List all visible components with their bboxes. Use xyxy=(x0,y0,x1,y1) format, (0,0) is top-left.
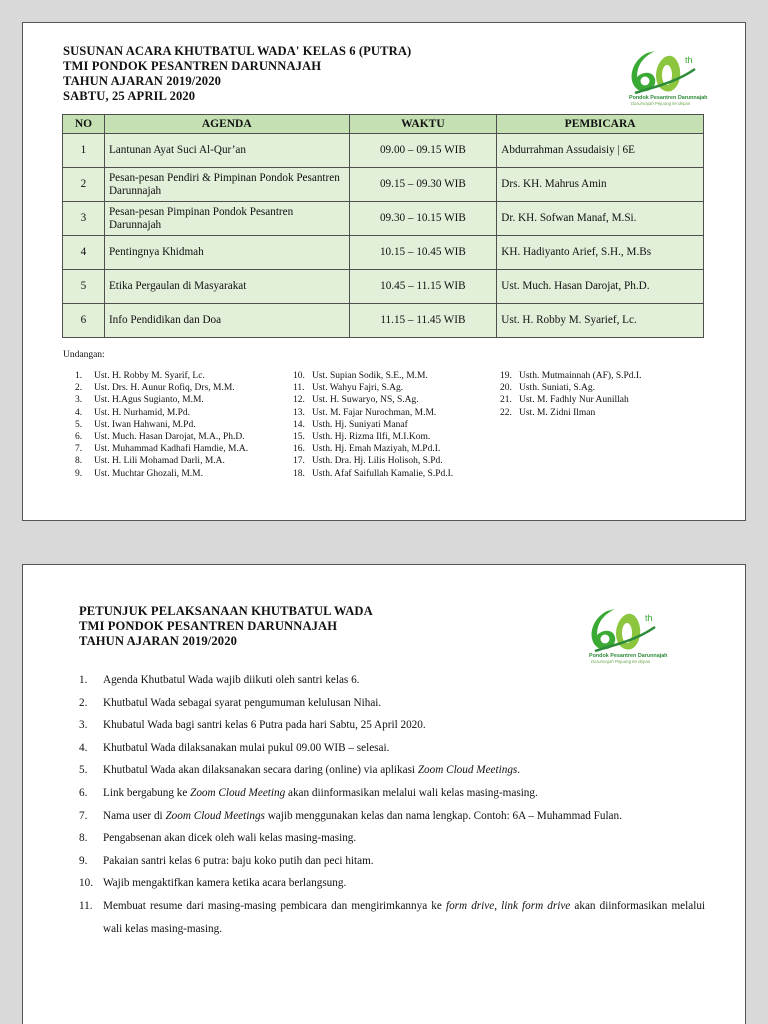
list-item xyxy=(75,407,248,419)
agenda-table xyxy=(62,114,704,338)
list-item-name: Ust. H. Suwaryo, NS, S.Ag. xyxy=(312,395,419,406)
cell-no: 5 xyxy=(63,270,105,304)
text-segment: Pengabsenan akan dicek oleh wali kelas masing-masing. xyxy=(103,832,357,845)
list-item xyxy=(79,782,705,805)
list-item-number: 11. xyxy=(293,383,305,394)
text-segment: . xyxy=(517,764,521,777)
header-waktu: WAKTU xyxy=(349,115,497,134)
cell-no: 4 xyxy=(63,236,105,270)
list-item-text xyxy=(103,714,705,737)
list-item-number: 6. xyxy=(75,432,83,443)
list-item xyxy=(293,394,453,406)
list-item-name: Ust. H. Lili Mohamad Darli, M.A. xyxy=(94,456,225,467)
invitee-list-col2 xyxy=(293,370,453,480)
agenda-title xyxy=(63,44,411,104)
text-segment: Nama user di xyxy=(103,809,166,822)
list-item-number: 9. xyxy=(79,854,88,867)
italic-text: Zoom Cloud Meetings xyxy=(417,764,518,777)
italic-text: Zoom Cloud Meetings xyxy=(165,809,265,822)
list-item-name: Ust. Supian Sodik, S.E., M.M. xyxy=(312,371,428,381)
table-row xyxy=(63,304,704,338)
cell-no: 3 xyxy=(63,202,105,236)
text-segment: Pakaian santri kelas 6 putra: baju koko putih dan peci hitam. xyxy=(103,854,374,867)
text-segment: Link bergabung ke xyxy=(103,786,191,799)
title-line: PETUNJUK PELAKSANAAN KHUTBATUL WADA xyxy=(79,604,373,618)
list-item xyxy=(500,370,641,382)
guidelines-list xyxy=(79,669,705,940)
list-item-number: 16. xyxy=(293,444,305,455)
list-item-text xyxy=(103,872,705,895)
text-segment: wajib menggunakan kelas dan nama lengkap. Contoh: 6A – Muhammad Fulan. xyxy=(264,809,622,822)
list-item xyxy=(79,827,705,850)
title-line: TMI PONDOK PESANTREN DARUNNAJAH xyxy=(79,619,338,633)
text-segment: akan diinformasikan melalui wali kelas masing-masing. xyxy=(103,899,706,935)
list-item-text xyxy=(103,827,705,850)
cell-agenda: Pesan-pesan Pendiri & Pimpinan Pondok Pesantren Darunnajah xyxy=(104,168,349,202)
list-item-name: Usth. Hj. Suniyati Manaf xyxy=(312,419,408,430)
guidelines-title xyxy=(79,604,373,649)
logo-mark-icon xyxy=(625,47,709,95)
guidelines-page xyxy=(22,564,746,1024)
list-item-number: 13. xyxy=(293,407,305,418)
cell-waktu: 09.00 – 09.15 WIB xyxy=(349,134,497,168)
list-item-number: 22. xyxy=(500,407,512,418)
cell-waktu: 10.45 – 11.15 WIB xyxy=(349,270,497,304)
table-row xyxy=(63,202,704,236)
list-item xyxy=(75,468,248,480)
cell-waktu: 09.15 – 09.30 WIB xyxy=(349,168,497,202)
list-item-name: Ust. H.Agus Sugianto, M.M. xyxy=(94,395,204,406)
list-item-text xyxy=(103,805,705,828)
header-pembicara: PEMBICARA xyxy=(497,115,704,134)
logo-caption: Pondok Pesantren Darunnajah xyxy=(629,95,708,101)
cell-no: 6 xyxy=(63,304,105,338)
list-item-number: 10. xyxy=(79,877,93,890)
list-item-text xyxy=(103,895,705,940)
list-item-number: 7. xyxy=(79,809,88,822)
cell-pembicara: Abdurrahman Assudaisiy | 6E xyxy=(497,134,704,168)
text-segment: Agenda Khutbatul Wada wajib diikuti oleh santri kelas 6. xyxy=(103,674,360,686)
list-item-number: 5. xyxy=(79,764,88,777)
list-item xyxy=(500,382,641,394)
header-no: NO xyxy=(63,115,105,134)
darunnajah-60th-logo xyxy=(625,47,725,106)
list-item-number: 4. xyxy=(79,741,88,754)
cell-waktu: 10.15 – 10.45 WIB xyxy=(349,236,497,270)
list-item-number: 20. xyxy=(500,383,512,394)
cell-no: 2 xyxy=(63,168,105,202)
text-segment: Membuat resume dari masing-masing pembicara dan mengirimkannya ke xyxy=(103,899,446,912)
darunnajah-60th-logo xyxy=(585,605,685,664)
undangan-label: Undangan: xyxy=(63,350,105,360)
list-item-name: Ust. Drs. H. Aunur Rofiq, Drs, M.M. xyxy=(94,383,235,394)
list-item-number: 18. xyxy=(293,468,305,479)
list-item xyxy=(75,443,248,455)
list-item xyxy=(75,419,248,431)
title-line: SABTU, 25 APRIL 2020 xyxy=(63,89,196,103)
list-item-name: Ust. M. Zidni Ilman xyxy=(519,407,596,418)
table-row xyxy=(63,168,704,202)
cell-agenda: Pentingnya Khidmah xyxy=(104,236,349,270)
list-item-number: 15. xyxy=(293,432,305,443)
logo-tagline: Darunnajah Pejuang ke depan xyxy=(591,659,651,664)
list-item-number: 21. xyxy=(500,395,512,406)
list-item-number: 11. xyxy=(79,899,93,912)
list-item xyxy=(500,394,641,406)
list-item-name: Ust. H. Robby M. Syarif, Lc. xyxy=(94,371,205,381)
list-item-number: 19. xyxy=(500,371,512,381)
invitee-list-col3 xyxy=(500,370,641,419)
list-item-name: Ust. H. Nurhamid, M.Pd. xyxy=(94,407,191,418)
italic-text: Zoom Cloud Meeting xyxy=(190,786,286,799)
list-item xyxy=(293,419,453,431)
text-segment: Khutbatul Wada akan dilaksanakan secara daring (online) via aplikasi xyxy=(103,764,418,777)
list-item-name: Ust. Muchtar Ghozali, M.M. xyxy=(94,468,203,479)
list-item-name: Usth. Suniati, S.Ag. xyxy=(519,383,596,394)
list-item xyxy=(75,455,248,467)
title-line: TAHUN AJARAN 2019/2020 xyxy=(63,74,221,88)
text-segment: , xyxy=(494,899,502,912)
title-line: TAHUN AJARAN 2019/2020 xyxy=(79,634,237,648)
list-item xyxy=(79,895,705,940)
text-segment: Khutbatul Wada sebagai syarat pengumuman kelulusan Nihai. xyxy=(103,696,382,709)
list-item xyxy=(79,850,705,873)
agenda-page xyxy=(22,22,746,521)
list-item-number: 6. xyxy=(79,786,88,799)
table-header-row xyxy=(63,115,704,134)
logo-superscript: th xyxy=(645,613,653,623)
list-item-name: Usth. Hj. Rizma Ilfi, M.I.Kom. xyxy=(312,432,431,443)
table-row xyxy=(63,270,704,304)
cell-pembicara: Dr. KH. Sofwan Manaf, M.Si. xyxy=(497,202,704,236)
cell-agenda: Etika Pergaulan di Masyarakat xyxy=(104,270,349,304)
list-item-number: 10. xyxy=(293,371,305,381)
list-item xyxy=(79,669,705,692)
list-item xyxy=(75,382,248,394)
title-line: TMI PONDOK PESANTREN DARUNNAJAH xyxy=(63,59,322,73)
list-item-number: 12. xyxy=(293,395,305,406)
italic-text: form drive xyxy=(445,899,495,912)
cell-pembicara: Ust. Much. Hasan Darojat, Ph.D. xyxy=(497,270,704,304)
list-item-number: 1. xyxy=(79,674,88,686)
title-line: SUSUNAN ACARA KHUTBATUL WADA' KELAS 6 (PUTRA) xyxy=(63,44,412,58)
list-item-text xyxy=(103,737,705,760)
list-item-name: Ust. Much. Hasan Darojat, M.A., Ph.D. xyxy=(94,432,245,443)
list-item xyxy=(79,872,705,895)
list-item-name: Usth. Dra. Hj. Lilis Holisoh, S.Pd. xyxy=(312,456,443,467)
list-item xyxy=(75,370,248,382)
table-row xyxy=(63,134,704,168)
text-segment: akan diinformasikan melalui wali kelas masing-masing. xyxy=(285,786,538,799)
text-segment: Khubatul Wada bagi santri kelas 6 Putra pada hari Sabtu, 25 April 2020. xyxy=(103,719,426,732)
cell-pembicara: KH. Hadiyanto Arief, S.H., M.Bs xyxy=(497,236,704,270)
invitee-list-col1 xyxy=(75,370,248,480)
list-item xyxy=(79,737,705,760)
list-item xyxy=(293,370,453,382)
list-item-name: Ust. Wahyu Fajri, S.Ag. xyxy=(312,383,404,394)
list-item xyxy=(293,407,453,419)
table-row xyxy=(63,236,704,270)
list-item xyxy=(293,455,453,467)
cell-waktu: 11.15 – 11.45 WIB xyxy=(349,304,497,338)
list-item-name: Usth. Afaf Saifullah Kamalie, S.Pd.I. xyxy=(312,468,454,479)
logo-tagline: Darunnajah Pejuang ke depan xyxy=(631,101,691,106)
list-item xyxy=(293,468,453,480)
list-item-name: Ust. M. Fadhly Nur Aunillah xyxy=(519,395,629,406)
list-item-number: 7. xyxy=(75,444,83,455)
list-item xyxy=(75,431,248,443)
list-item xyxy=(79,692,705,715)
list-item-number: 8. xyxy=(79,832,88,845)
cell-waktu: 09.30 – 10.15 WIB xyxy=(349,202,497,236)
list-item-name: Usth. Mutmainnah (AF), S.Pd.I. xyxy=(519,371,642,381)
list-item-text xyxy=(103,669,705,692)
list-item-number: 4. xyxy=(75,407,83,418)
cell-pembicara: Ust. H. Robby M. Syarief, Lc. xyxy=(497,304,704,338)
list-item-number: 17. xyxy=(293,456,305,467)
list-item-number: 5. xyxy=(75,419,83,430)
cell-agenda: Lantunan Ayat Suci Al-Qur’an xyxy=(104,134,349,168)
list-item xyxy=(79,805,705,828)
list-item-number: 2. xyxy=(79,696,88,709)
list-item-name: Usth. Hj. Emah Maziyah, M.Pd.I. xyxy=(312,444,441,455)
cell-agenda: Info Pendidikan dan Doa xyxy=(104,304,349,338)
logo-caption: Pondok Pesantren Darunnajah xyxy=(589,653,668,659)
list-item-text xyxy=(103,759,705,782)
list-item-number: 8. xyxy=(75,456,83,467)
list-item xyxy=(293,431,453,443)
list-item-number: 1. xyxy=(75,371,83,381)
list-item xyxy=(293,443,453,455)
italic-text: link form drive xyxy=(501,899,571,912)
list-item-name: Ust. Muhammad Kadhafi Hamdie, M.A. xyxy=(94,444,249,455)
list-item-number: 9. xyxy=(75,468,83,479)
list-item xyxy=(79,714,705,737)
logo-superscript: th xyxy=(685,55,693,65)
list-item-text xyxy=(103,782,705,805)
header-agenda: AGENDA xyxy=(104,115,349,134)
list-item-number: 3. xyxy=(79,719,88,732)
cell-no: 1 xyxy=(63,134,105,168)
cell-agenda: Pesan-pesan Pimpinan Pondok Pesantren Darunnajah xyxy=(104,202,349,236)
list-item-number: 3. xyxy=(75,395,83,406)
list-item xyxy=(75,394,248,406)
logo-mark-icon xyxy=(585,605,669,653)
list-item-name: Ust. M. Fajar Nurochman, M.M. xyxy=(312,407,437,418)
list-item-number: 14. xyxy=(293,419,305,430)
list-item-text xyxy=(103,850,705,873)
list-item-name: Ust. Iwan Hahwani, M.Pd. xyxy=(94,419,196,430)
list-item-number: 2. xyxy=(75,383,83,394)
text-segment: Wajib mengaktifkan kamera ketika acara berlangsung. xyxy=(103,877,347,890)
list-item xyxy=(293,382,453,394)
list-item xyxy=(79,759,705,782)
cell-pembicara: Drs. KH. Mahrus Amin xyxy=(497,168,704,202)
text-segment: Khutbatul Wada dilaksanakan mulai pukul 09.00 WIB – selesai. xyxy=(103,741,390,754)
list-item-text xyxy=(103,692,705,715)
list-item xyxy=(500,407,641,419)
